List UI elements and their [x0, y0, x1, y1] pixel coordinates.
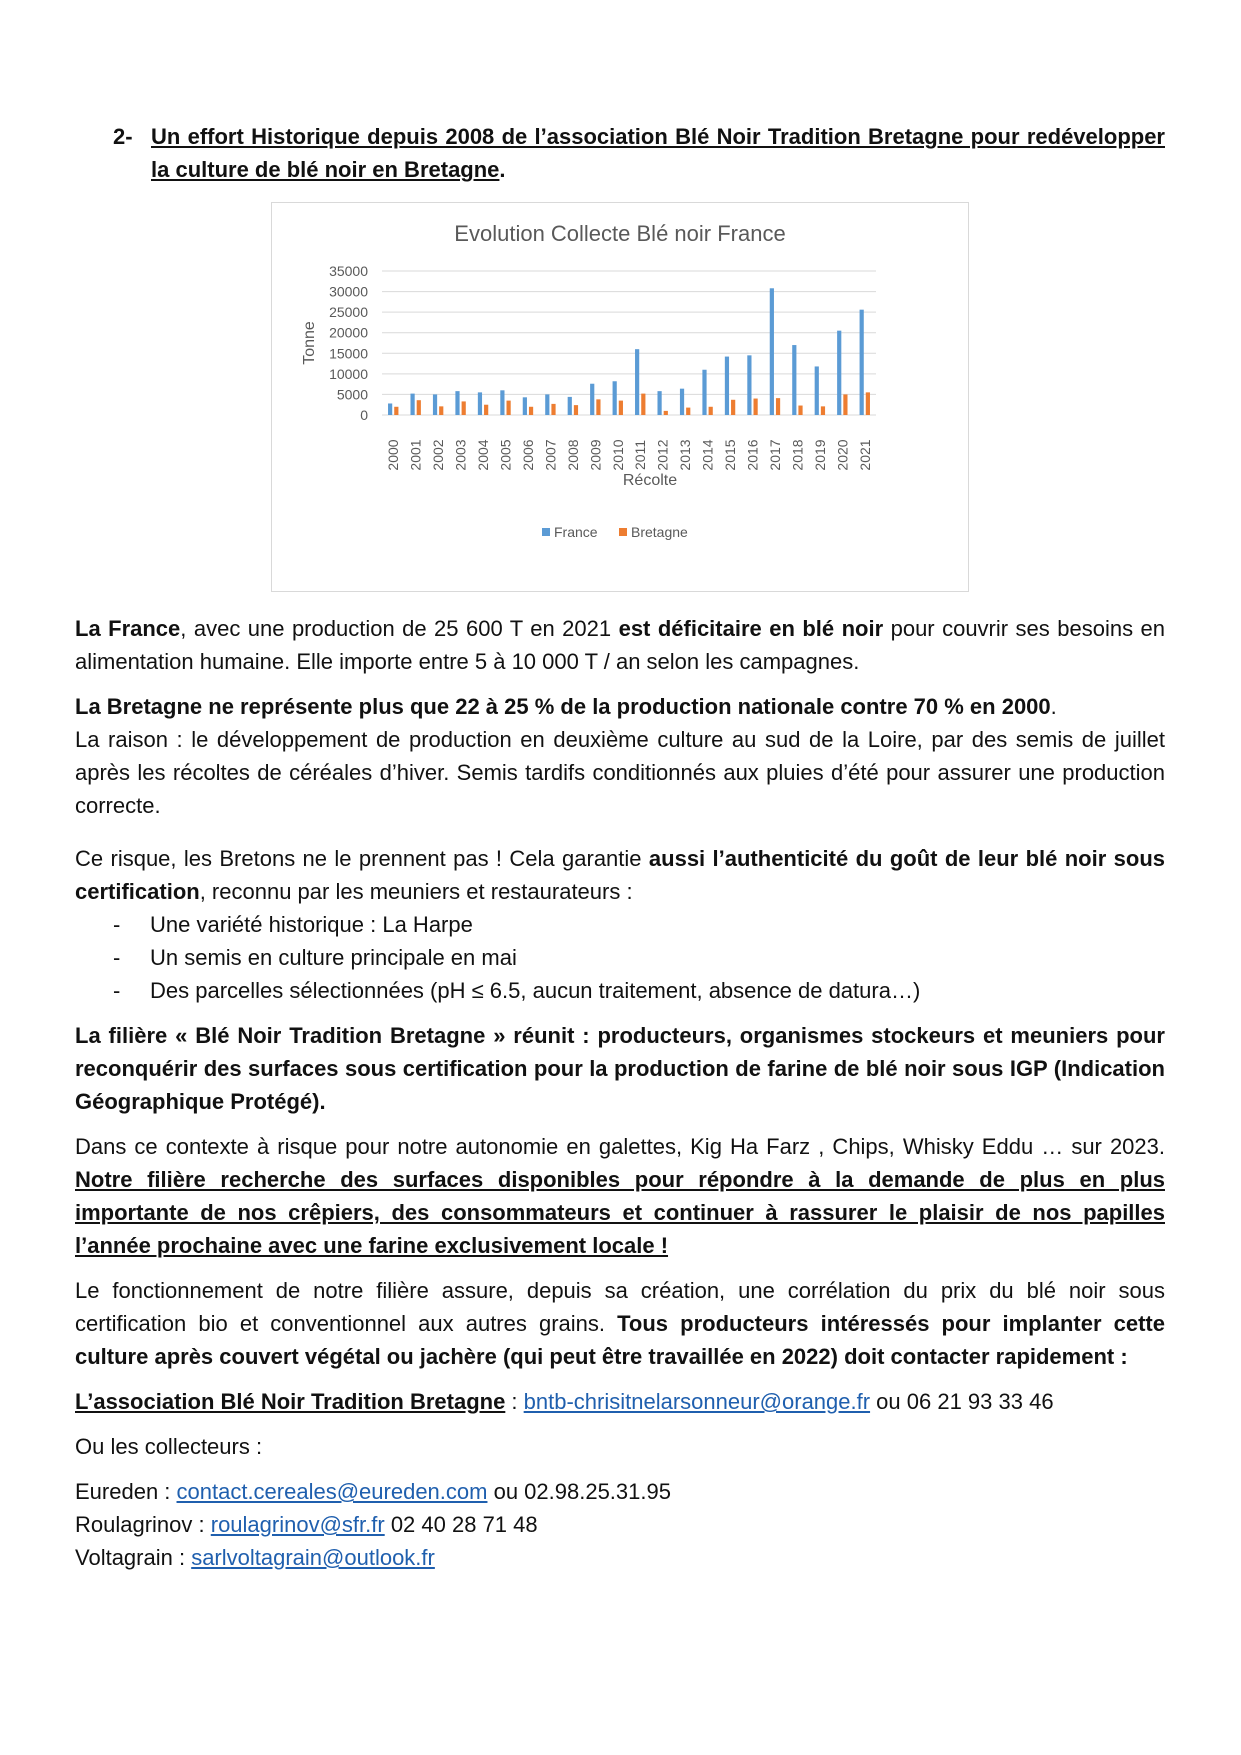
bar-france-2015 — [725, 357, 729, 415]
y-tick-label: 25000 — [329, 304, 368, 321]
chart-title: Evolution Collecte Blé noir France — [454, 221, 786, 246]
x-tick-label: 2015 — [722, 439, 739, 471]
bar-france-2005 — [500, 390, 504, 415]
y-tick-label: 10000 — [329, 365, 368, 382]
criteria-list — [75, 908, 1165, 1007]
section-heading: 2- Un effort Historique depuis 2008 de l’association Blé Noir Tradition Bretagne pour redévelopper la culture de blé noir en Bretagne. — [75, 120, 1165, 186]
bar-bretagne-2012 — [664, 411, 668, 415]
paragraph-contexte: Dans ce contexte à risque pour notre autonomie en galettes, Kig Ha Farz , Chips, Whisky Eddu … sur 2023. Notre filière recherche des surfaces disponibles pour répondre à la demande de plus en plus importante de nos crêpiers, des consommateurs et continuer à rassurer le plaisir de nos papilles l’année prochaine avec une farine exclusivement locale ! — [75, 1134, 1165, 1258]
bar-france-2000 — [388, 403, 392, 415]
collecteur-line: Voltagrain : sarlvoltagrain@outlook.fr — [75, 1545, 435, 1570]
bar-france-2020 — [837, 331, 841, 415]
bar-bretagne-2011 — [641, 394, 645, 415]
x-tick-label: 2002 — [430, 439, 447, 471]
y-tick-label: 15000 — [329, 345, 368, 362]
paragraph-bretagne: La Bretagne ne représente plus que 22 à 25 % de la production nationale contre 70 % en 2000. La raison : le développement de production en deuxième culture au sud de la Loire, par des semis de juillet après les récoltes de céréales d’hiver. Semis tardifs conditionnés aux pluies d’été pour assurer une production correcte. — [75, 694, 1165, 818]
bar-france-2007 — [545, 394, 549, 415]
y-tick-label: 35000 — [329, 263, 368, 279]
bar-bretagne-2016 — [754, 399, 758, 415]
paragraph-fonctionnement: Le fonctionnement de notre filière assure, depuis sa création, une corrélation du prix du blé noir sous certification bio et conventionnel aux autres grains. Tous producteurs intéressés pour implanter cette culture après couvert végétal ou jachère (qui peut être travaillée en 2022) doit contacter rapidement : — [75, 1278, 1165, 1369]
paragraph-risque: Ce risque, les Bretons ne le prennent pas ! Cela garantie aussi l’authenticité du goût de leur blé noir sous certification, reconnu par les meuniers et restaurateurs : — [75, 846, 1165, 904]
bar-bretagne-2004 — [484, 405, 488, 415]
bar-bretagne-2003 — [462, 401, 466, 415]
collecteurs-intro: Ou les collecteurs : — [75, 1434, 263, 1459]
bar-bretagne-2014 — [709, 407, 713, 415]
bar-bretagne-2008 — [574, 405, 578, 415]
bar-france-2021 — [860, 310, 864, 415]
x-tick-label: 2009 — [587, 439, 604, 471]
bar-france-2012 — [657, 391, 661, 415]
section-heading-text: Un effort Historique depuis 2008 de l’association Blé Noir Tradition Bretagne pour redévelopper la culture de blé noir en Bretagne — [151, 124, 1165, 182]
x-tick-label: 2001 — [407, 439, 424, 471]
legend-swatch-france — [542, 528, 550, 536]
bar-france-2017 — [770, 288, 774, 415]
x-tick-label: 2008 — [564, 439, 581, 471]
bar-france-2010 — [613, 381, 617, 415]
bar-bretagne-2020 — [843, 394, 847, 415]
x-tick-label: 2012 — [654, 439, 671, 471]
bar-france-2011 — [635, 349, 639, 415]
legend-swatch-bretagne — [619, 528, 627, 536]
x-tick-label: 2003 — [452, 439, 469, 471]
list-item: - Des parcelles sélectionnées (pH ≤ 6.5, aucun traitement, absence de datura…) — [113, 978, 921, 1003]
bar-bretagne-2009 — [596, 399, 600, 415]
x-tick-label: 2000 — [385, 439, 402, 471]
bar-bretagne-2017 — [776, 398, 780, 415]
document-page — [75, 120, 1165, 1574]
legend-label-bretagne: Bretagne — [631, 524, 688, 540]
bar-bretagne-2010 — [619, 401, 623, 415]
x-tick-label: 2010 — [609, 439, 626, 471]
y-tick-label: 30000 — [329, 283, 368, 300]
paragraph-france: La France, avec une production de 25 600 T en 2021 est déficitaire en blé noir pour couvrir ses besoins en alimentation humaine. Elle importe entre 5 à 10 000 T / an selon les campagnes. — [75, 616, 1165, 674]
x-tick-label: 2011 — [632, 439, 649, 471]
x-tick-label: 2018 — [789, 439, 806, 471]
bar-france-2013 — [680, 389, 684, 415]
bar-france-2014 — [702, 370, 706, 415]
bar-bretagne-2019 — [821, 406, 825, 415]
bar-bretagne-2001 — [417, 400, 421, 415]
email-link-roulagrinov[interactable]: roulagrinov@sfr.fr — [210, 1512, 385, 1537]
y-tick-label: 20000 — [329, 324, 368, 341]
chart-container — [271, 202, 969, 592]
legend-label-france: France — [554, 524, 598, 540]
bar-france-2019 — [815, 366, 819, 415]
email-link-association[interactable]: bntb-chrisitnelarsonneur@orange.fr — [523, 1389, 871, 1414]
collecteur-line: Roulagrinov : roulagrinov@sfr.fr 02 40 28 71 48 — [75, 1512, 538, 1537]
x-tick-label: 2007 — [542, 439, 559, 471]
x-tick-label: 2005 — [497, 439, 514, 471]
x-tick-label: 2019 — [811, 439, 828, 471]
bar-bretagne-2007 — [551, 404, 555, 415]
x-tick-label: 2014 — [699, 439, 716, 471]
bar-bretagne-2006 — [529, 407, 533, 415]
bar-france-2018 — [792, 345, 796, 415]
section-number: 2- — [113, 124, 133, 149]
collecteur-line: Eureden : contact.cereales@eureden.com ou 02.98.25.31.95 — [75, 1479, 671, 1504]
bar-bretagne-2018 — [798, 406, 802, 415]
x-tick-label: 2004 — [475, 439, 492, 471]
bar-bretagne-2015 — [731, 400, 735, 415]
bar-france-2006 — [523, 397, 527, 415]
x-tick-label: 2017 — [766, 439, 783, 471]
bar-france-2002 — [433, 394, 437, 415]
x-tick-label: 2020 — [834, 439, 851, 471]
bar-france-2004 — [478, 392, 482, 415]
y-tick-label: 0 — [360, 407, 368, 423]
list-item: - Une variété historique : La Harpe — [113, 912, 473, 937]
email-link-voltagrain[interactable]: sarlvoltagrain@outlook.fr — [191, 1545, 435, 1570]
bar-france-2016 — [747, 355, 751, 415]
bar-bretagne-2021 — [866, 392, 870, 415]
x-tick-label: 2021 — [856, 439, 873, 471]
x-tick-label: 2006 — [519, 439, 536, 471]
y-tick-label: 5000 — [336, 386, 368, 403]
paragraph-filiere: La filière « Blé Noir Tradition Bretagne » réunit : producteurs, organismes stockeurs et meuniers pour reconquérir des surfaces sous certification pour la production de farine de blé noir sous IGP (Indication Géographique Protégé). — [75, 1023, 1165, 1114]
x-tick-label: 2016 — [744, 439, 761, 471]
contact-association: L’association Blé Noir Tradition Bretagne : bntb-chrisitnelarsonneur@orange.fr ou 06 21 93 33 46 — [75, 1389, 1054, 1414]
list-item: - Un semis en culture principale en mai — [113, 945, 517, 970]
bar-france-2001 — [410, 394, 414, 415]
y-axis-label: Tonne — [301, 321, 318, 365]
x-axis-label: Récolte — [622, 472, 678, 489]
bar-france-2008 — [568, 397, 572, 415]
collecte-bar-chart — [272, 203, 968, 591]
bar-bretagne-2005 — [507, 401, 511, 415]
email-link-eureden[interactable]: contact.cereales@eureden.com — [176, 1479, 488, 1504]
bar-france-2003 — [455, 391, 459, 415]
bar-bretagne-2000 — [394, 407, 398, 415]
x-tick-label: 2013 — [677, 439, 694, 471]
bar-bretagne-2002 — [439, 406, 443, 415]
bar-bretagne-2013 — [686, 408, 690, 415]
bar-france-2009 — [590, 384, 594, 415]
